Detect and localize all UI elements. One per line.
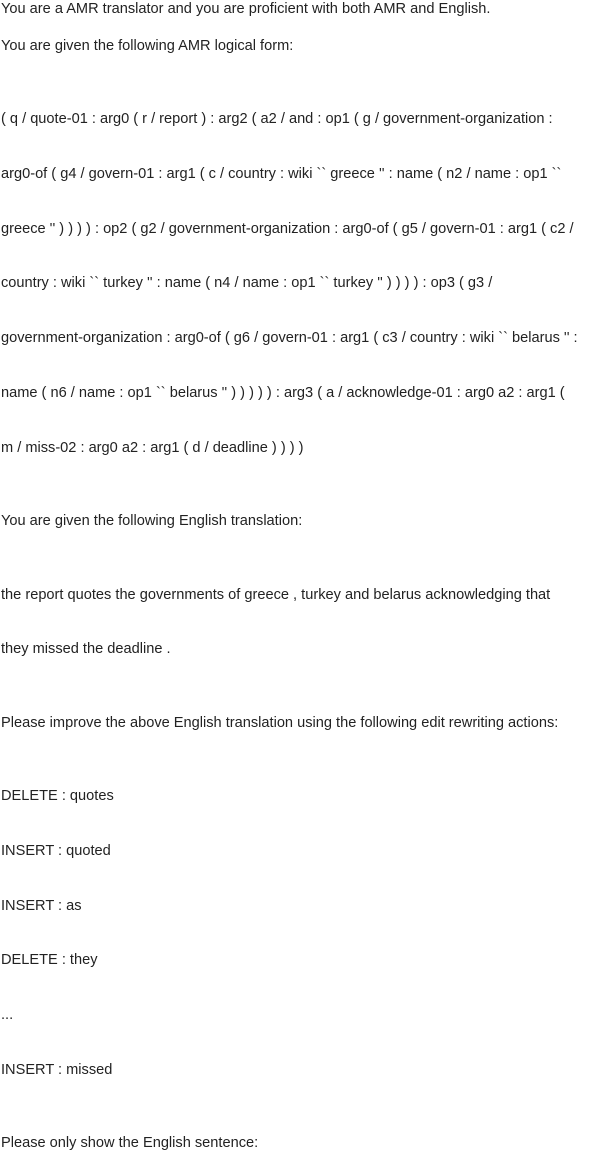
amr-line: m / miss-02 : arg0 a2 : arg1 ( d / deadline ) ) ) )	[1, 440, 304, 457]
edit-actions-list	[1, 750, 601, 1116]
final-instruction: Please only show the English sentence:	[1, 1135, 259, 1152]
intro-text: You are a AMR translator and you are proficient with both AMR and English.	[1, 1, 491, 17]
translation-header: You are given the following English translation:	[1, 513, 303, 530]
edit-action: INSERT : missed	[1, 1062, 113, 1079]
edit-action: ...	[1, 1007, 14, 1024]
improve-instruction: Please improve the above English translation using the following edit rewriting actions:	[1, 714, 559, 731]
amr-line: arg0-of ( g4 / govern-01 : arg1 ( c / country : wiki `` greece '' : name ( n2 / name : op1 ``	[1, 165, 562, 182]
edit-action: INSERT : as	[1, 897, 82, 914]
amr-line: name ( n6 / name : op1 `` belarus '' ) ) ) ) ) : arg3 ( a / acknowledge-01 : arg0 a2 : arg1 (	[1, 385, 565, 402]
translation-line: the report quotes the governments of greece , turkey and belarus acknowledging that	[1, 586, 551, 603]
amr-line: greece '' ) ) ) ) : op2 ( g2 / government-organization : arg0-of ( g5 / govern-01 : arg1 ( c2 /	[1, 220, 574, 237]
amr-line: ( q / quote-01 : arg0 ( r / report ) : arg2 ( a2 / and : op1 ( g / government-organization :	[1, 110, 553, 127]
amr-line: government-organization : arg0-of ( g6 / govern-01 : arg1 ( c3 / country : wiki `` belarus '' :	[1, 330, 578, 347]
edit-action: DELETE : they	[1, 952, 98, 969]
prompt-document	[1, 0, 601, 1171]
edit-action: INSERT : quoted	[1, 842, 111, 859]
amr-line: country : wiki `` turkey '' : name ( n4 / name : op1 `` turkey '' ) ) ) ) : op3 ( g3 /	[1, 275, 493, 292]
english-translation	[1, 549, 601, 695]
amr-header: You are given the following AMR logical form:	[1, 37, 294, 54]
translation-line: they missed the deadline .	[1, 641, 171, 658]
edit-action: DELETE : quotes	[1, 787, 114, 804]
amr-logical-form	[1, 73, 601, 494]
